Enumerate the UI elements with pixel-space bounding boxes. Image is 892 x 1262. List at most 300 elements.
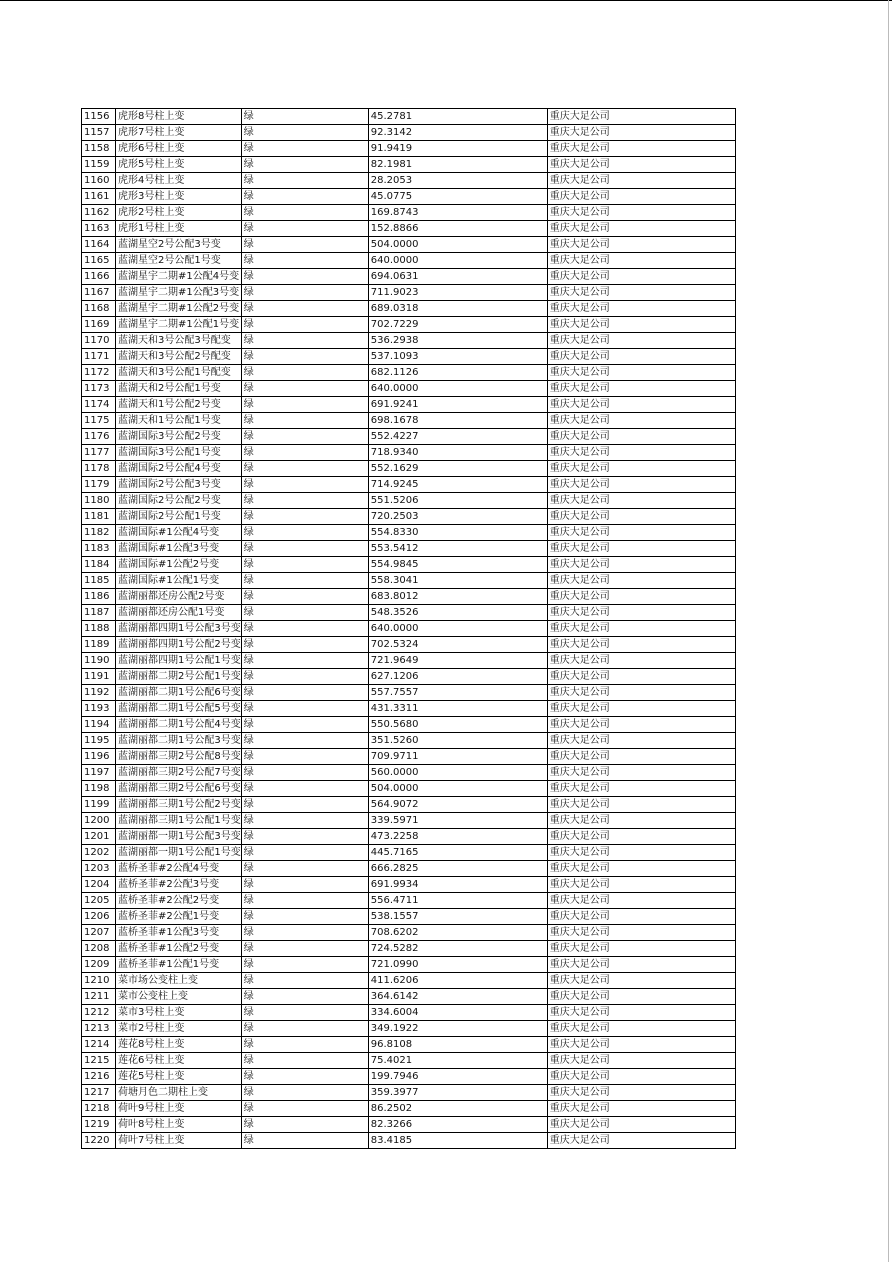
value-cell: 553.5412	[368, 541, 547, 557]
company-cell: 重庆大足公司	[547, 685, 735, 701]
company-cell: 重庆大足公司	[547, 765, 735, 781]
value-cell: 698.1678	[368, 413, 547, 429]
company-cell: 重庆大足公司	[547, 157, 735, 173]
row-number-cell: 1174	[82, 397, 116, 413]
table-row	[82, 893, 736, 909]
value-cell: 640.0000	[368, 253, 547, 269]
status-color-cell: 绿	[241, 893, 368, 909]
status-color-cell: 绿	[241, 733, 368, 749]
company-cell: 重庆大足公司	[547, 957, 735, 973]
table-row	[82, 333, 736, 349]
table-row	[82, 909, 736, 925]
status-color-cell: 绿	[241, 1069, 368, 1085]
company-cell: 重庆大足公司	[547, 301, 735, 317]
table-row	[82, 221, 736, 237]
row-number-cell: 1163	[82, 221, 116, 237]
company-cell: 重庆大足公司	[547, 733, 735, 749]
transformer-name-cell: 蓝湖丽都三期2号公配7号变	[116, 765, 242, 781]
company-cell: 重庆大足公司	[547, 925, 735, 941]
table-row	[82, 989, 736, 1005]
value-cell: 550.5680	[368, 717, 547, 733]
status-color-cell: 绿	[241, 365, 368, 381]
value-cell: 557.7557	[368, 685, 547, 701]
company-cell: 重庆大足公司	[547, 701, 735, 717]
transformer-name-cell: 蓝桥圣菲#1公配2号变	[116, 941, 242, 957]
status-color-cell: 绿	[241, 477, 368, 493]
transformer-name-cell: 莲花5号柱上变	[116, 1069, 242, 1085]
row-number-cell: 1192	[82, 685, 116, 701]
company-cell: 重庆大足公司	[547, 317, 735, 333]
status-color-cell: 绿	[241, 765, 368, 781]
row-number-cell: 1188	[82, 621, 116, 637]
company-cell: 重庆大足公司	[547, 653, 735, 669]
transformer-name-cell: 荷塘月色二期柱上变	[116, 1085, 242, 1101]
transformer-name-cell: 荷叶9号柱上变	[116, 1101, 242, 1117]
row-number-cell: 1190	[82, 653, 116, 669]
row-number-cell: 1214	[82, 1037, 116, 1053]
transformer-name-cell: 虎形1号柱上变	[116, 221, 242, 237]
value-cell: 694.0631	[368, 269, 547, 285]
value-cell: 351.5260	[368, 733, 547, 749]
table-row	[82, 701, 736, 717]
value-cell: 45.0775	[368, 189, 547, 205]
value-cell: 96.8108	[368, 1037, 547, 1053]
transformer-name-cell: 蓝湖国际#1公配3号变	[116, 541, 242, 557]
company-cell: 重庆大足公司	[547, 413, 735, 429]
status-color-cell: 绿	[241, 589, 368, 605]
row-number-cell: 1195	[82, 733, 116, 749]
transformer-name-cell: 蓝湖国际#1公配1号变	[116, 573, 242, 589]
company-cell: 重庆大足公司	[547, 829, 735, 845]
transformer-name-cell: 蓝湖丽都还房公配2号变	[116, 589, 242, 605]
table-row	[82, 877, 736, 893]
row-number-cell: 1166	[82, 269, 116, 285]
transformer-name-cell: 蓝湖天和1号公配2号变	[116, 397, 242, 413]
row-number-cell: 1181	[82, 509, 116, 525]
transformer-name-cell: 蓝湖国际3号公配2号变	[116, 429, 242, 445]
row-number-cell: 1172	[82, 365, 116, 381]
row-number-cell: 1160	[82, 173, 116, 189]
table-row	[82, 925, 736, 941]
value-cell: 640.0000	[368, 381, 547, 397]
value-cell: 721.9649	[368, 653, 547, 669]
transformer-name-cell: 蓝湖丽都二期1号公配5号变	[116, 701, 242, 717]
status-color-cell: 绿	[241, 317, 368, 333]
row-number-cell: 1180	[82, 493, 116, 509]
company-cell: 重庆大足公司	[547, 893, 735, 909]
company-cell: 重庆大足公司	[547, 941, 735, 957]
value-cell: 552.4227	[368, 429, 547, 445]
row-number-cell: 1197	[82, 765, 116, 781]
company-cell: 重庆大足公司	[547, 1101, 735, 1117]
status-color-cell: 绿	[241, 557, 368, 573]
status-color-cell: 绿	[241, 221, 368, 237]
company-cell: 重庆大足公司	[547, 909, 735, 925]
row-number-cell: 1158	[82, 141, 116, 157]
transformer-name-cell: 蓝湖国际2号公配1号变	[116, 509, 242, 525]
row-number-cell: 1216	[82, 1069, 116, 1085]
value-cell: 364.6142	[368, 989, 547, 1005]
value-cell: 82.1981	[368, 157, 547, 173]
company-cell: 重庆大足公司	[547, 365, 735, 381]
row-number-cell: 1173	[82, 381, 116, 397]
status-color-cell: 绿	[241, 749, 368, 765]
status-color-cell: 绿	[241, 701, 368, 717]
row-number-cell: 1209	[82, 957, 116, 973]
table-row	[82, 397, 736, 413]
value-cell: 666.2825	[368, 861, 547, 877]
status-color-cell: 绿	[241, 637, 368, 653]
table-row	[82, 717, 736, 733]
company-cell: 重庆大足公司	[547, 573, 735, 589]
status-color-cell: 绿	[241, 669, 368, 685]
table-row	[82, 797, 736, 813]
row-number-cell: 1159	[82, 157, 116, 173]
transformer-name-cell: 蓝湖丽都二期1号公配3号变	[116, 733, 242, 749]
row-number-cell: 1210	[82, 973, 116, 989]
value-cell: 91.9419	[368, 141, 547, 157]
status-color-cell: 绿	[241, 957, 368, 973]
company-cell: 重庆大足公司	[547, 205, 735, 221]
company-cell: 重庆大足公司	[547, 141, 735, 157]
transformer-name-cell: 蓝湖天和3号公配1号配变	[116, 365, 242, 381]
company-cell: 重庆大足公司	[547, 349, 735, 365]
table-row	[82, 269, 736, 285]
company-cell: 重庆大足公司	[547, 221, 735, 237]
status-color-cell: 绿	[241, 333, 368, 349]
table-row	[82, 765, 736, 781]
company-cell: 重庆大足公司	[547, 637, 735, 653]
table-row	[82, 845, 736, 861]
company-cell: 重庆大足公司	[547, 749, 735, 765]
transformer-name-cell: 蓝湖星宇二期#1公配1号变	[116, 317, 242, 333]
row-number-cell: 1185	[82, 573, 116, 589]
table-row	[82, 1021, 736, 1037]
company-cell: 重庆大足公司	[547, 381, 735, 397]
value-cell: 708.6202	[368, 925, 547, 941]
status-color-cell: 绿	[241, 717, 368, 733]
transformer-name-cell: 虎形7号柱上变	[116, 125, 242, 141]
value-cell: 720.2503	[368, 509, 547, 525]
status-color-cell: 绿	[241, 429, 368, 445]
status-color-cell: 绿	[241, 1005, 368, 1021]
row-number-cell: 1201	[82, 829, 116, 845]
company-cell: 重庆大足公司	[547, 109, 735, 125]
transformer-name-cell: 虎形3号柱上变	[116, 189, 242, 205]
status-color-cell: 绿	[241, 445, 368, 461]
table-row	[82, 1117, 736, 1133]
table-body	[82, 109, 736, 1149]
status-color-cell: 绿	[241, 349, 368, 365]
row-number-cell: 1157	[82, 125, 116, 141]
transformer-name-cell: 蓝湖丽都一期1号公配3号变	[116, 829, 242, 845]
row-number-cell: 1183	[82, 541, 116, 557]
row-number-cell: 1198	[82, 781, 116, 797]
table-row	[82, 141, 736, 157]
transformer-name-cell: 菜市3号柱上变	[116, 1005, 242, 1021]
table-row	[82, 781, 736, 797]
company-cell: 重庆大足公司	[547, 397, 735, 413]
table-row	[82, 413, 736, 429]
table-row	[82, 685, 736, 701]
table-row	[82, 365, 736, 381]
status-color-cell: 绿	[241, 861, 368, 877]
row-number-cell: 1193	[82, 701, 116, 717]
transformer-name-cell: 菜市2号柱上变	[116, 1021, 242, 1037]
company-cell: 重庆大足公司	[547, 189, 735, 205]
status-color-cell: 绿	[241, 1133, 368, 1149]
status-color-cell: 绿	[241, 653, 368, 669]
company-cell: 重庆大足公司	[547, 1117, 735, 1133]
status-color-cell: 绿	[241, 605, 368, 621]
table-row	[82, 829, 736, 845]
row-number-cell: 1218	[82, 1101, 116, 1117]
table-row	[82, 1085, 736, 1101]
row-number-cell: 1213	[82, 1021, 116, 1037]
row-number-cell: 1191	[82, 669, 116, 685]
value-cell: 92.3142	[368, 125, 547, 141]
transformer-name-cell: 蓝湖星空2号公配3号变	[116, 237, 242, 253]
status-color-cell: 绿	[241, 301, 368, 317]
value-cell: 709.9711	[368, 749, 547, 765]
value-cell: 548.3526	[368, 605, 547, 621]
value-cell: 359.3977	[368, 1085, 547, 1101]
row-number-cell: 1202	[82, 845, 116, 861]
company-cell: 重庆大足公司	[547, 525, 735, 541]
page-right-border	[888, 0, 889, 1262]
company-cell: 重庆大足公司	[547, 669, 735, 685]
transformer-name-cell: 蓝湖丽都二期1号公配6号变	[116, 685, 242, 701]
status-color-cell: 绿	[241, 829, 368, 845]
value-cell: 199.7946	[368, 1069, 547, 1085]
transformer-name-cell: 蓝湖丽都四期1号公配1号变	[116, 653, 242, 669]
value-cell: 339.5971	[368, 813, 547, 829]
status-color-cell: 绿	[241, 797, 368, 813]
table-row	[82, 1005, 736, 1021]
table-row	[82, 941, 736, 957]
status-color-cell: 绿	[241, 877, 368, 893]
status-color-cell: 绿	[241, 781, 368, 797]
value-cell: 556.4711	[368, 893, 547, 909]
transformer-name-cell: 蓝湖天和3号公配2号配变	[116, 349, 242, 365]
table-row	[82, 605, 736, 621]
status-color-cell: 绿	[241, 573, 368, 589]
status-color-cell: 绿	[241, 397, 368, 413]
row-number-cell: 1207	[82, 925, 116, 941]
transformer-name-cell: 蓝湖丽都三期1号公配1号变	[116, 813, 242, 829]
row-number-cell: 1184	[82, 557, 116, 573]
status-color-cell: 绿	[241, 125, 368, 141]
row-number-cell: 1208	[82, 941, 116, 957]
transformer-name-cell: 蓝湖天和3号公配3号配变	[116, 333, 242, 349]
transformer-name-cell: 蓝桥圣菲#2公配2号变	[116, 893, 242, 909]
table-row	[82, 493, 736, 509]
value-cell: 711.9023	[368, 285, 547, 301]
row-number-cell: 1205	[82, 893, 116, 909]
status-color-cell: 绿	[241, 237, 368, 253]
row-number-cell: 1199	[82, 797, 116, 813]
transformer-name-cell: 虎形6号柱上变	[116, 141, 242, 157]
row-number-cell: 1219	[82, 1117, 116, 1133]
row-number-cell: 1194	[82, 717, 116, 733]
row-number-cell: 1212	[82, 1005, 116, 1021]
table-row	[82, 973, 736, 989]
value-cell: 682.1126	[368, 365, 547, 381]
value-cell: 45.2781	[368, 109, 547, 125]
table-row	[82, 109, 736, 125]
value-cell: 537.1093	[368, 349, 547, 365]
status-color-cell: 绿	[241, 413, 368, 429]
status-color-cell: 绿	[241, 285, 368, 301]
value-cell: 75.4021	[368, 1053, 547, 1069]
transformer-name-cell: 虎形2号柱上变	[116, 205, 242, 221]
table-row	[82, 621, 736, 637]
value-cell: 552.1629	[368, 461, 547, 477]
status-color-cell: 绿	[241, 1037, 368, 1053]
value-cell: 152.8866	[368, 221, 547, 237]
row-number-cell: 1182	[82, 525, 116, 541]
table-row	[82, 205, 736, 221]
company-cell: 重庆大足公司	[547, 509, 735, 525]
table-row	[82, 589, 736, 605]
company-cell: 重庆大足公司	[547, 781, 735, 797]
value-cell: 554.9845	[368, 557, 547, 573]
company-cell: 重庆大足公司	[547, 461, 735, 477]
status-color-cell: 绿	[241, 813, 368, 829]
row-number-cell: 1203	[82, 861, 116, 877]
transformer-name-cell: 蓝湖丽都三期2号公配6号变	[116, 781, 242, 797]
value-cell: 721.0990	[368, 957, 547, 973]
transformer-name-cell: 蓝湖国际2号公配3号变	[116, 477, 242, 493]
row-number-cell: 1171	[82, 349, 116, 365]
transformer-name-cell: 蓝湖丽都四期1号公配2号变	[116, 637, 242, 653]
status-color-cell: 绿	[241, 1021, 368, 1037]
table-row	[82, 317, 736, 333]
value-cell: 702.7229	[368, 317, 547, 333]
table-row	[82, 653, 736, 669]
value-cell: 538.1557	[368, 909, 547, 925]
status-color-cell: 绿	[241, 189, 368, 205]
transformer-name-cell: 蓝湖国际3号公配1号变	[116, 445, 242, 461]
status-color-cell: 绿	[241, 1101, 368, 1117]
status-color-cell: 绿	[241, 925, 368, 941]
transformer-name-cell: 蓝湖丽都二期1号公配4号变	[116, 717, 242, 733]
value-cell: 558.3041	[368, 573, 547, 589]
company-cell: 重庆大足公司	[547, 173, 735, 189]
transformer-name-cell: 蓝桥圣菲#2公配4号变	[116, 861, 242, 877]
value-cell: 28.2053	[368, 173, 547, 189]
transformer-name-cell: 荷叶7号柱上变	[116, 1133, 242, 1149]
value-cell: 83.4185	[368, 1133, 547, 1149]
company-cell: 重庆大足公司	[547, 1085, 735, 1101]
row-number-cell: 1170	[82, 333, 116, 349]
table-row	[82, 349, 736, 365]
table-row	[82, 461, 736, 477]
table-row	[82, 541, 736, 557]
table-row	[82, 669, 736, 685]
company-cell: 重庆大足公司	[547, 973, 735, 989]
status-color-cell: 绿	[241, 141, 368, 157]
transformer-name-cell: 蓝湖星宇二期#1公配2号变	[116, 301, 242, 317]
company-cell: 重庆大足公司	[547, 237, 735, 253]
company-cell: 重庆大足公司	[547, 989, 735, 1005]
transformer-name-cell: 蓝桥圣菲#2公配1号变	[116, 909, 242, 925]
company-cell: 重庆大足公司	[547, 1069, 735, 1085]
value-cell: 689.0318	[368, 301, 547, 317]
row-number-cell: 1200	[82, 813, 116, 829]
value-cell: 349.1922	[368, 1021, 547, 1037]
status-color-cell: 绿	[241, 973, 368, 989]
company-cell: 重庆大足公司	[547, 269, 735, 285]
row-number-cell: 1189	[82, 637, 116, 653]
company-cell: 重庆大足公司	[547, 845, 735, 861]
transformer-table	[81, 108, 736, 1149]
transformer-name-cell: 蓝桥圣菲#2公配3号变	[116, 877, 242, 893]
company-cell: 重庆大足公司	[547, 1021, 735, 1037]
table-row	[82, 301, 736, 317]
table-row	[82, 957, 736, 973]
transformer-name-cell: 蓝湖国际#1公配4号变	[116, 525, 242, 541]
transformer-name-cell: 蓝湖丽都二期2号公配1号变	[116, 669, 242, 685]
status-color-cell: 绿	[241, 1053, 368, 1069]
status-color-cell: 绿	[241, 989, 368, 1005]
table-row	[82, 637, 736, 653]
row-number-cell: 1206	[82, 909, 116, 925]
status-color-cell: 绿	[241, 269, 368, 285]
value-cell: 560.0000	[368, 765, 547, 781]
value-cell: 445.7165	[368, 845, 547, 861]
transformer-name-cell: 菜市公变柱上变	[116, 989, 242, 1005]
value-cell: 431.3311	[368, 701, 547, 717]
value-cell: 86.2502	[368, 1101, 547, 1117]
company-cell: 重庆大足公司	[547, 333, 735, 349]
company-cell: 重庆大足公司	[547, 557, 735, 573]
value-cell: 169.8743	[368, 205, 547, 221]
company-cell: 重庆大足公司	[547, 445, 735, 461]
value-cell: 691.9934	[368, 877, 547, 893]
value-cell: 691.9241	[368, 397, 547, 413]
transformer-name-cell: 蓝湖星宇二期#1公配3号变	[116, 285, 242, 301]
transformer-name-cell: 蓝湖丽都三期1号公配2号变	[116, 797, 242, 813]
value-cell: 473.2258	[368, 829, 547, 845]
status-color-cell: 绿	[241, 253, 368, 269]
status-color-cell: 绿	[241, 685, 368, 701]
row-number-cell: 1217	[82, 1085, 116, 1101]
transformer-name-cell: 虎形5号柱上变	[116, 157, 242, 173]
table-row	[82, 237, 736, 253]
transformer-name-cell: 莲花8号柱上变	[116, 1037, 242, 1053]
table-row	[82, 733, 736, 749]
table-row	[82, 1053, 736, 1069]
row-number-cell: 1165	[82, 253, 116, 269]
table-row	[82, 813, 736, 829]
row-number-cell: 1186	[82, 589, 116, 605]
value-cell: 504.0000	[368, 781, 547, 797]
company-cell: 重庆大足公司	[547, 493, 735, 509]
table-row	[82, 1133, 736, 1149]
company-cell: 重庆大足公司	[547, 797, 735, 813]
status-color-cell: 绿	[241, 205, 368, 221]
table-row	[82, 253, 736, 269]
row-number-cell: 1220	[82, 1133, 116, 1149]
value-cell: 718.9340	[368, 445, 547, 461]
company-cell: 重庆大足公司	[547, 1037, 735, 1053]
status-color-cell: 绿	[241, 461, 368, 477]
company-cell: 重庆大足公司	[547, 1005, 735, 1021]
table-row	[82, 1069, 736, 1085]
row-number-cell: 1178	[82, 461, 116, 477]
transformer-name-cell: 蓝湖天和2号公配1号变	[116, 381, 242, 397]
